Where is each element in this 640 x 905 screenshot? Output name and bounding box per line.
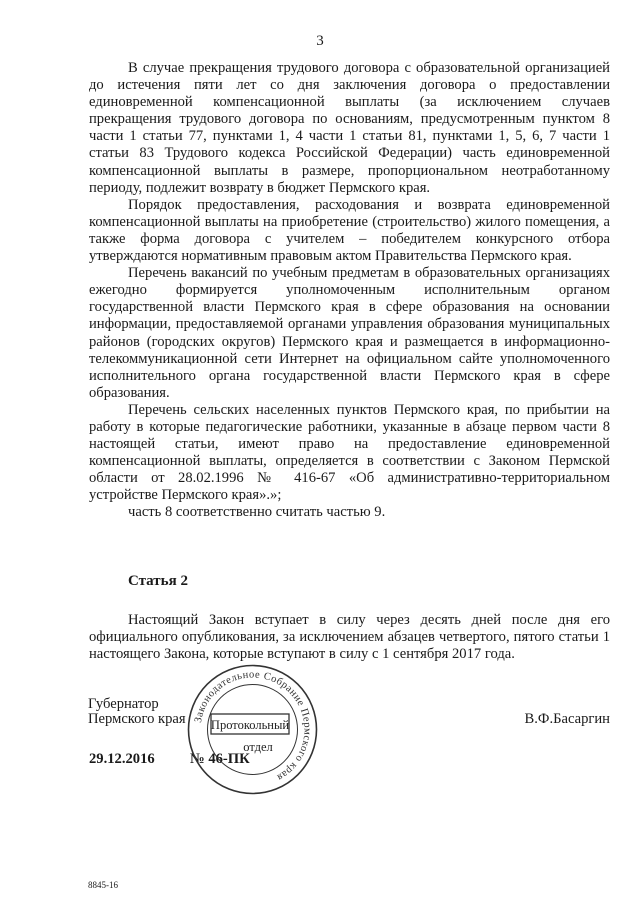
signer-name: В.Ф.Басаргин bbox=[524, 711, 610, 727]
paragraph-4: Перечень сельских населенных пунктов Пермского края, по прибытии на работу в которые педагогические работники, указанные в абзаце первом части 8 настоящей статьи, имеют право на предоставление единовременной компенсационной выплаты, определяется в соответствии с Законом Пермской области от 28.02.1996 № 416-67 «Об административно-территориальном устройстве Пермского края».»; bbox=[89, 401, 610, 504]
signer-title-line2: Пермского края bbox=[88, 711, 186, 727]
paragraph-2: Порядок предоставления, расходования и возврата единовременной компенсационной выплаты на приобретение (строительство) жилого помещения, а также форма договора с учителем – победителем конкурсного отбора утверждаются нормативным правовым актом Правительства Пермского края. bbox=[89, 196, 610, 265]
document-body bbox=[89, 60, 610, 522]
article-heading: Статья 2 bbox=[128, 573, 188, 589]
signer-title bbox=[88, 697, 186, 727]
paragraph-1: В случае прекращения трудового договора с образовательной организацией до истечения пяти лет со дня заключения договора о предоставлении единовременной компенсационной выплаты (за исключением случаев прекращения трудового договора по основаниям, предусмотренным пунктом 8 части 1 статьи 77, пунктами 1, 4 части 1 статьи 81, пунктами 1, 5, 6, 7 части 1 статьи 83 Трудового кодекса Российской Федерации) часть единовременной компенсационной выплаты в размере, пропорциональном неотработанному периоду, подлежит возврату в бюджет Пермского края. bbox=[89, 60, 610, 196]
law-number: № 46-ПК bbox=[190, 751, 250, 767]
paragraph-3: Перечень вакансий по учебным предметам в образовательных организациях ежегодно формируется уполномоченным исполнительным органом государственной власти Пермского края в сфере образования на основании информации, предоставляемой органами управления образования муниципальных районов (городских округов) Пермского края и размещается в информационно-телекоммуникационной сети Интернет на официальном сайте уполномоченного исполнительного органа государственной власти Пермского края в сфере образования. bbox=[89, 265, 610, 401]
paragraph-5: часть 8 соответственно считать частью 9. bbox=[128, 504, 386, 521]
footer-code: 8845-16 bbox=[88, 880, 118, 890]
law-date: 29.12.2016 bbox=[89, 751, 155, 767]
stamp-line1: Протокольный bbox=[210, 718, 290, 732]
seal-stamp bbox=[185, 662, 320, 797]
stamp-line2: отдел bbox=[243, 740, 273, 754]
article-text: Настоящий Закон вступает в силу через десять дней после дня его официального опубликования, за исключением абзацев четвертого, пятого статьи 1 настоящего Закона, которые вступают в силу с 1 сентября 2017 года. bbox=[89, 612, 610, 663]
signer-title-line1: Губернатор bbox=[88, 696, 159, 712]
page-number: 3 bbox=[316, 33, 324, 49]
stamp-ring-text: Законодательное Собрание Пермского края bbox=[192, 669, 313, 783]
